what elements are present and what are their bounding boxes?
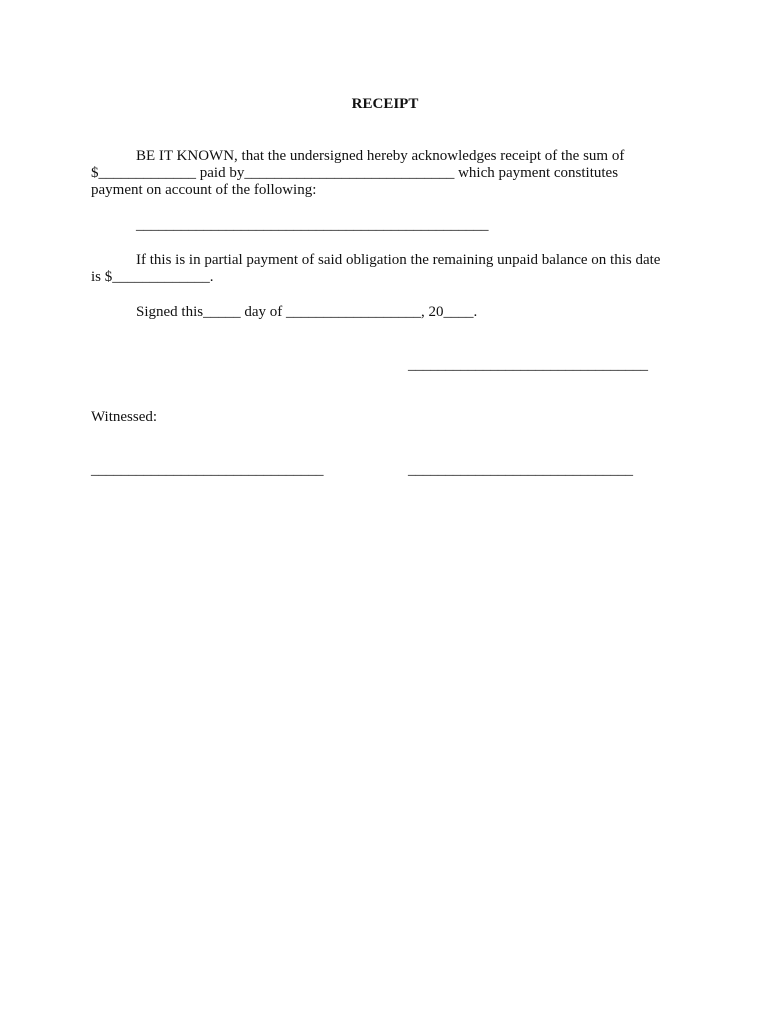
para1-line3: payment on account of the following: [91,182,317,198]
witnessed-label: Witnessed: [91,409,158,425]
para2-line1: If this is in partial payment of said obligation the remaining unpaid balance on this date [136,252,661,268]
document-title: RECEIPT [351,96,419,112]
para1-line1: BE IT KNOWN, that the undersigned hereby acknowledges receipt of the sum of [136,148,625,164]
witness-signature-line-right: ______________________________ [408,462,633,478]
description-blank-line: _______________________________________________ [136,217,489,233]
para2-line2: is $_____________. [91,269,214,285]
witness-signature-line-left: _______________________________ [91,462,324,478]
para1-line2: $_____________ paid by____________________________ which payment constitutes [91,165,619,181]
signed-date-line: Signed this_____ day of __________________, 20____. [136,304,478,320]
signature-line: ________________________________ [408,357,648,373]
